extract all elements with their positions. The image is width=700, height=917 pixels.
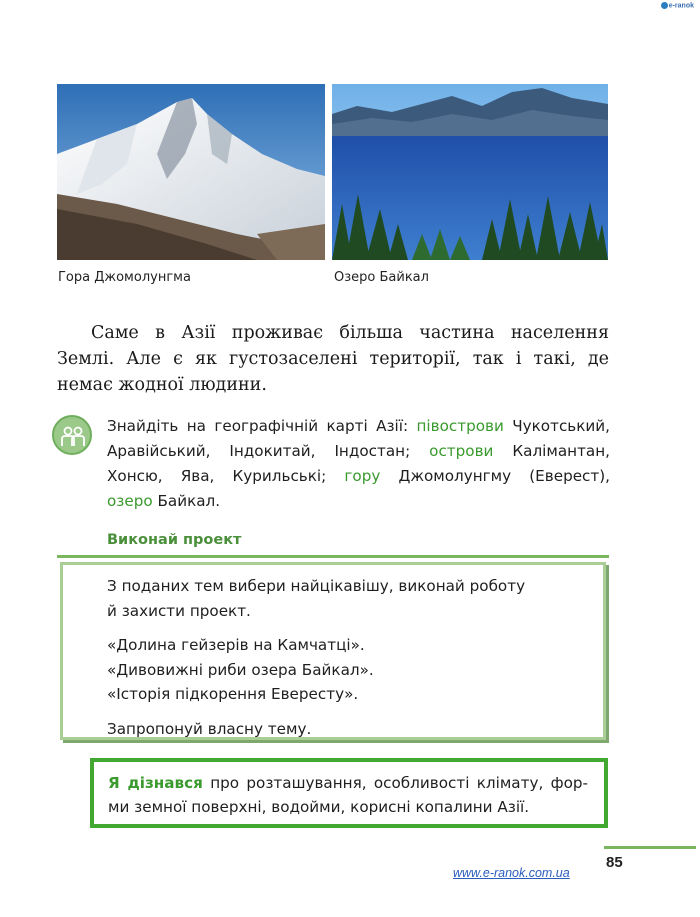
summary-line: Я дізнався про розташування, особливості клімату, фор- xyxy=(108,774,588,792)
summary-line: ми земної поверхні, водойми, корисні копалини Азії. xyxy=(108,798,530,816)
publisher-site-link[interactable]: www.e-ranok.com.ua xyxy=(453,866,570,880)
summary-text xyxy=(108,771,588,819)
page-number: 85 xyxy=(606,854,623,871)
project-topic: «Дивовижні риби озера Байкал». xyxy=(107,660,374,679)
task-line: озеро Байкал. xyxy=(107,492,221,510)
everest-caption: Гора Джомолунгма xyxy=(58,270,191,285)
paragraph-line: Саме в Азії проживає більша частина населення xyxy=(91,323,609,343)
task-line: Аравійський, Індокитай, Індостан; острови Калімантан, xyxy=(107,442,610,460)
everest-photo xyxy=(57,84,325,260)
project-intro-line: З поданих тем вибери найцікавішу, виконай роботу xyxy=(107,577,526,595)
project-text xyxy=(107,574,577,741)
project-topic: «Долина гейзерів на Камчатці». xyxy=(107,636,365,654)
section-divider xyxy=(57,555,609,558)
publisher-logo xyxy=(661,2,694,9)
logo-text: e-ranok xyxy=(668,2,694,10)
baikal-caption: Озеро Байкал xyxy=(334,270,429,285)
project-topic: «Історія підкорення Евересту». xyxy=(107,685,359,703)
paragraph-line: Землі. Але є як густозаселені території, так і такі, де xyxy=(57,349,609,369)
two-people-icon xyxy=(52,415,92,455)
paragraph-line: немає жодної людини. xyxy=(57,375,267,395)
main-paragraph xyxy=(57,320,609,398)
project-heading: Виконай проект xyxy=(107,532,242,548)
project-own-topic: Запропонуй власну тему. xyxy=(107,719,312,738)
page-number-rule xyxy=(604,846,696,849)
task-line: Хонсю, Ява, Курильські; гору Джомолунгму (Еверест), xyxy=(107,467,611,485)
baikal-photo xyxy=(332,84,608,260)
task-line: Знайдіть на географічній карті Азії: півострови Чукотський, xyxy=(107,417,610,435)
project-intro-line: й захисти проект. xyxy=(107,601,251,620)
task-text xyxy=(107,414,610,514)
